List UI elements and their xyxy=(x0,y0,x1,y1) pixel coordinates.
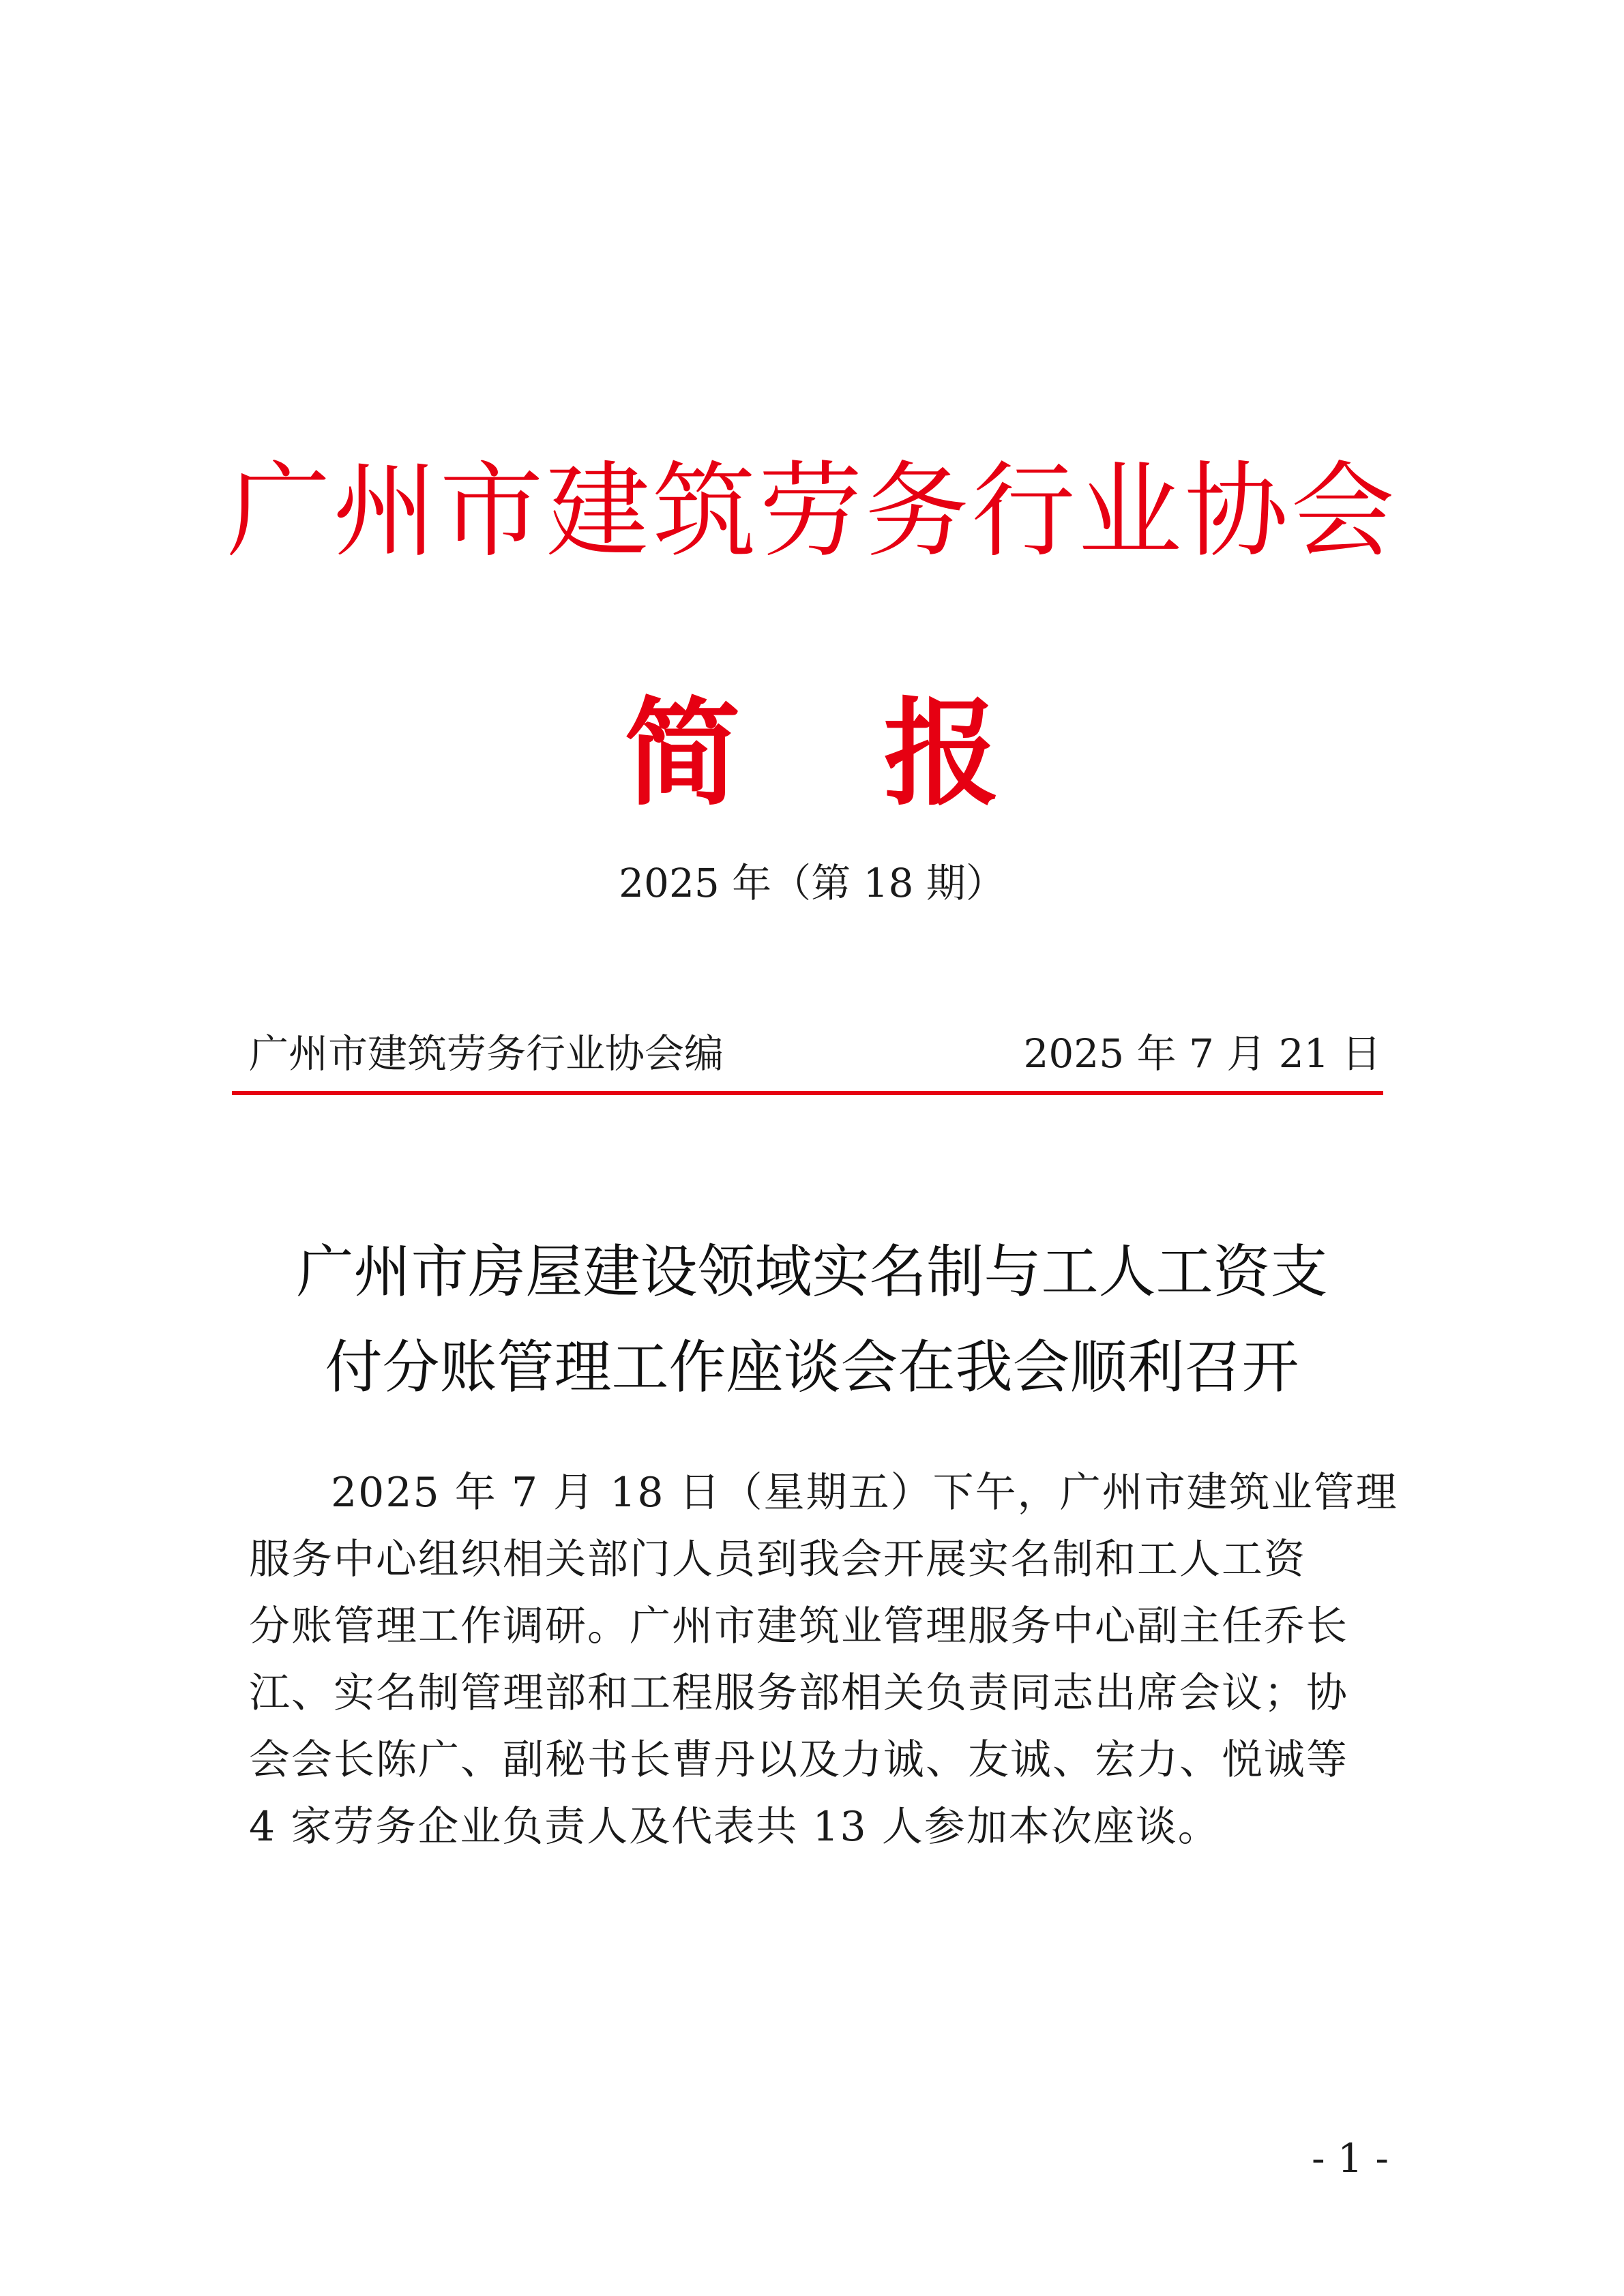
red-divider-line xyxy=(232,1091,1383,1095)
article-title-line: 付分账管理工作座谈会在我会顺利召开 xyxy=(325,1334,1299,1401)
meta-row xyxy=(249,1026,1381,1081)
doc-type-char-2: 报 xyxy=(883,685,1000,822)
organization-title: 广州市建筑劳务行业协会 xyxy=(226,451,1398,571)
page-number: - 1 - xyxy=(1312,2135,1389,2181)
publish-date: 2025 年 7 月 21 日 xyxy=(1023,1030,1381,1077)
body-line: 服务中心组织相关部门人员到我会开展实名制和工人工资 xyxy=(249,1536,1306,1583)
editor-label: 广州市建筑劳务行业协会编 xyxy=(249,1030,724,1077)
body-line: 分账管理工作调研。广州市建筑业管理服务中心副主任乔长 xyxy=(249,1602,1348,1650)
body-line: 江、实名制管理部和工程服务部相关负责同志出席会议；协 xyxy=(249,1669,1348,1717)
article-title-line: 广州市房屋建设领域实名制与工人工资支 xyxy=(296,1238,1328,1305)
document-type-heading xyxy=(0,685,1624,822)
body-line: 2025 年 7 月 18 日（星期五）下午，广州市建筑业管理 xyxy=(331,1469,1398,1517)
body-line: 4 家劳务企业负责人及代表共 13 人参加本次座谈。 xyxy=(249,1803,1220,1851)
doc-type-char-1: 简 xyxy=(624,685,741,822)
article-title xyxy=(0,1224,1624,1415)
issue-number: 2025 年（第 18 期） xyxy=(619,860,1005,906)
body-line: 会会长陈广、副秘书长曹丹以及力诚、友诚、宏力、悦诚等 xyxy=(249,1736,1348,1784)
article-body xyxy=(249,1459,1398,1860)
